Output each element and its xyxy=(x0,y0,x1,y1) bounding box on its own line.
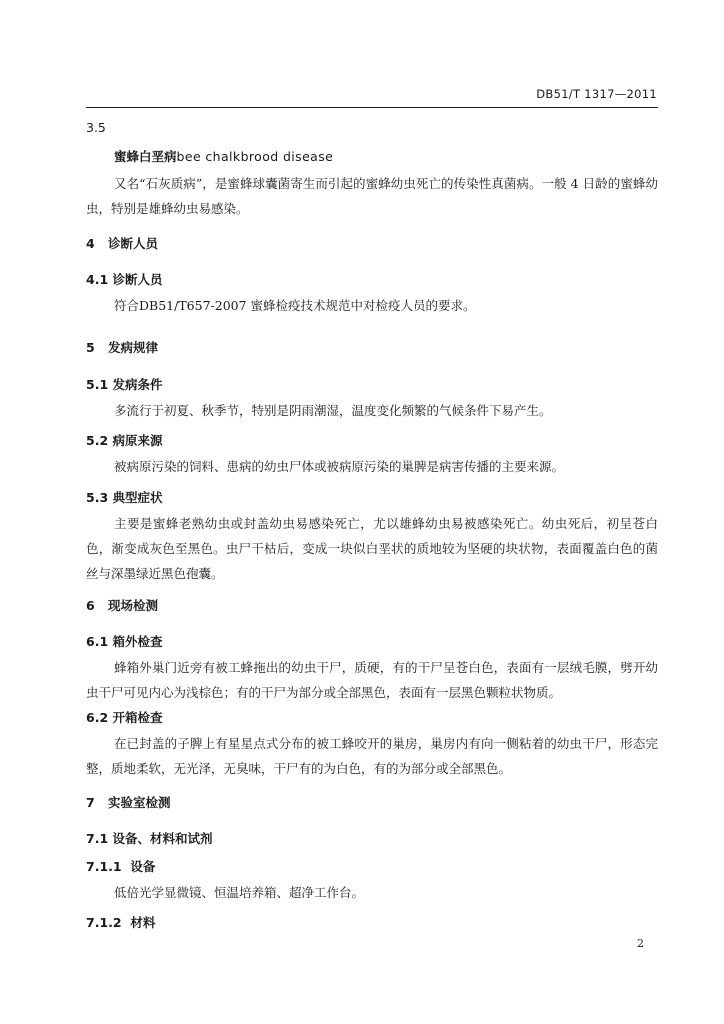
section-7-1-title: 设备、材料和试剂 xyxy=(112,831,213,846)
section-7-number: 7 xyxy=(86,795,95,810)
section-4-1-number: 4.1 xyxy=(86,272,109,287)
section-5-2-heading xyxy=(86,431,163,449)
section-4-1-title: 诊断人员 xyxy=(112,272,163,287)
term-zh: 蜜蜂白垩病 xyxy=(114,149,177,164)
section-5-1-number: 5.1 xyxy=(86,377,109,392)
section-7-1-2-title: 材料 xyxy=(130,915,156,930)
section-5-1-heading xyxy=(86,375,163,393)
section-6-1-number: 6.1 xyxy=(86,634,109,649)
term-definition: 又名“石灰质病”，是蜜蜂球囊菌寄生而引起的蜜蜂幼虫死亡的传染性真菌病。一般 4 日龄的蜜蜂幼虫，特别是雄蜂幼虫易感染。 xyxy=(86,176,658,216)
header-rule xyxy=(86,107,658,108)
document-code: DB51/T 1317—2011 xyxy=(536,87,657,101)
section-6-2-title: 开箱检查 xyxy=(112,710,163,725)
section-7-title: 实验室检测 xyxy=(108,795,171,810)
section-6-2-heading xyxy=(86,708,163,726)
section-5-3-title: 典型症状 xyxy=(112,490,163,505)
section-5-heading xyxy=(86,338,158,356)
section-6-2-number: 6.2 xyxy=(86,710,109,725)
section-7-1-1-title: 设备 xyxy=(130,859,156,874)
page-number: 2 xyxy=(637,937,644,950)
section-5-1-text: 多流行于初夏、秋季节，特别是阴雨潮湿，温度变化频繁的气候条件下易产生。 xyxy=(114,403,552,418)
section-5-2-title: 病原来源 xyxy=(112,433,163,448)
section-7-1-number: 7.1 xyxy=(86,831,109,846)
section-7-1-1-text: 低倍光学显微镜、恒温培养箱、超净工作台。 xyxy=(114,885,365,900)
section-5-3-heading xyxy=(86,488,163,506)
section-4-1-text: 符合DB51/T657-2007 蜜蜂检疫技术规范中对检疫人员的要求。 xyxy=(114,298,476,313)
section-5-2-number: 5.2 xyxy=(86,433,109,448)
section-4-title: 诊断人员 xyxy=(108,236,159,251)
section-5-3-number: 5.3 xyxy=(86,490,109,505)
section-7-1-1-number: 7.1.1 xyxy=(86,859,122,874)
section-6-2-text: 在已封盖的子脾上有星星点式分布的被工蜂咬开的巢房，巢房内有向一侧粘着的幼虫干尸，形态完整，质地柔软，无光泽，无臭味，干尸有的为白色，有的为部分或全部黑色。 xyxy=(86,736,658,776)
section-4-1-heading xyxy=(86,270,163,288)
section-6-number: 6 xyxy=(86,598,95,613)
section-5-2-text: 被病原污染的饲料、患病的幼虫尸体或被病原污染的巢脾是病害传播的主要来源。 xyxy=(114,459,565,474)
section-6-1-text: 蜂箱外巢门近旁有被工蜂拖出的幼虫干尸，质硬，有的干尸呈苍白色，表面有一层绒毛膜，劈开幼虫干尸可见内心为浅棕色；有的干尸为部分或全部黑色，表面有一层黑色颗粒状物质。 xyxy=(86,660,658,700)
section-7-1-heading xyxy=(86,829,213,847)
section-6-1-heading xyxy=(86,632,163,650)
section-3-5-number: 3.5 xyxy=(86,120,106,135)
section-7-1-2-number: 7.1.2 xyxy=(86,915,122,930)
term-en: bee chalkbrood disease xyxy=(176,149,334,164)
term-heading xyxy=(114,147,333,165)
section-6-1-title: 箱外检查 xyxy=(112,634,163,649)
section-7-1-1-heading xyxy=(86,857,155,875)
section-4-number: 4 xyxy=(86,236,95,251)
section-4-heading xyxy=(86,234,158,252)
section-5-3-text: 主要是蜜蜂老熟幼虫或封盖幼虫易感染死亡，尤以雄蜂幼虫易被感染死亡。幼虫死后，初呈苍白色，渐变成灰色至黑色。虫尸干枯后，变成一块似白垩状的质地较为坚硬的块状物，表面覆盖白色的菌丝与深墨绿近黑色孢囊。 xyxy=(86,516,658,581)
section-5-title: 发病规律 xyxy=(108,340,159,355)
section-6-title: 现场检测 xyxy=(108,598,159,613)
section-7-heading xyxy=(86,793,171,811)
section-5-number: 5 xyxy=(86,340,95,355)
section-7-1-2-heading xyxy=(86,913,155,931)
section-6-heading xyxy=(86,596,158,614)
section-5-1-title: 发病条件 xyxy=(112,377,163,392)
